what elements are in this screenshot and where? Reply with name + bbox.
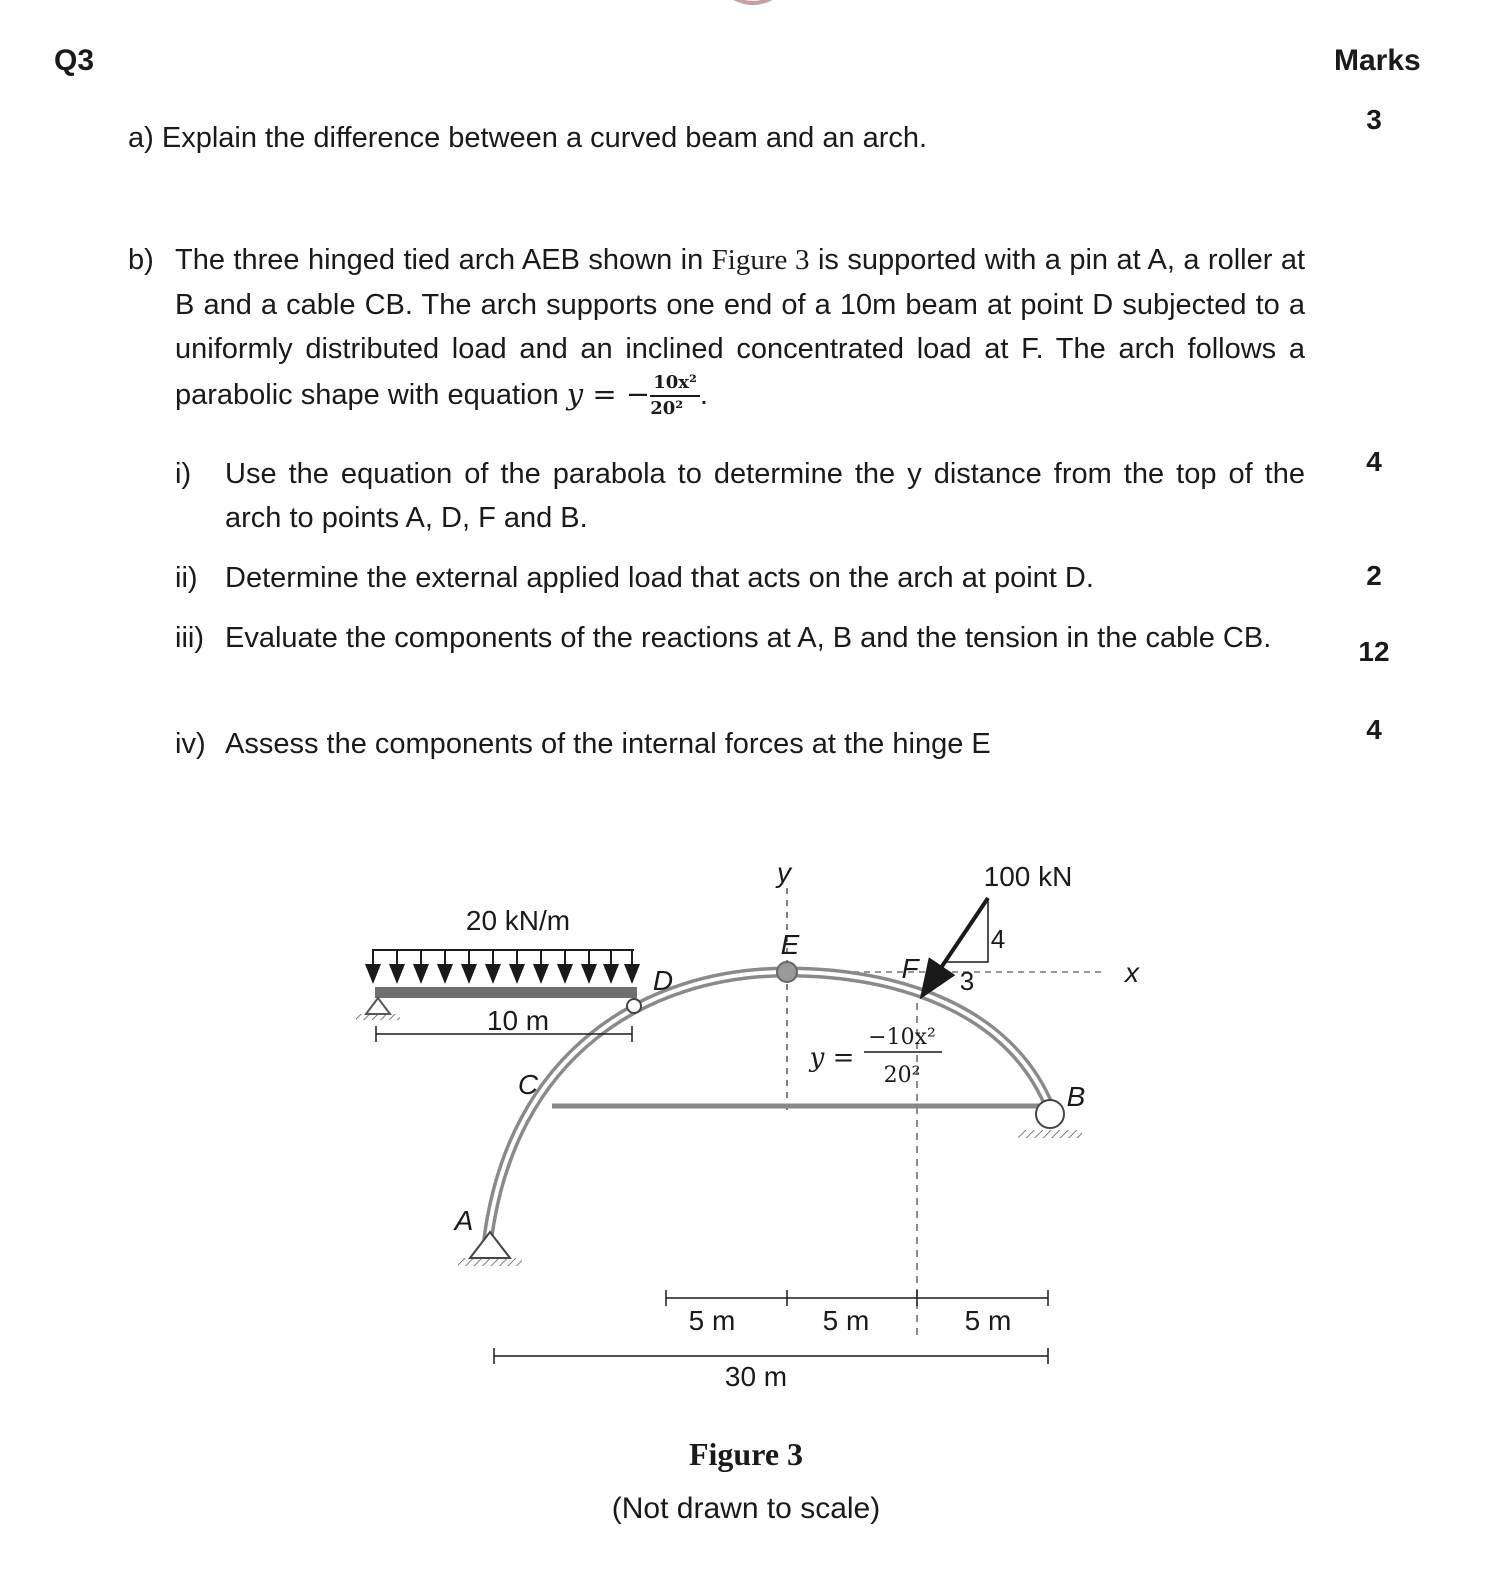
- subpart-label: ii): [175, 562, 198, 594]
- subpart-text: Use the equation of the parabola to determine the y distance from the top of the arch to points A, D, F and B.: [225, 458, 1305, 534]
- subpart-text: Determine the external applied load that acts on the arch at point D.: [225, 562, 1094, 594]
- label-d: D: [652, 965, 674, 996]
- part-a-text: Explain the difference between a curved beam and an arch.: [161, 122, 928, 154]
- question-number: Q3: [54, 44, 95, 77]
- figure-equation-denominator: 20²: [883, 1063, 921, 1088]
- marks-heading: Marks: [1334, 44, 1421, 77]
- equation-numerator: 10x²: [650, 373, 700, 397]
- dim-label-2: 5 m: [822, 1305, 870, 1336]
- parabola-equation-lhs: y = −: [566, 376, 651, 411]
- udl-label: 20 kN/m: [465, 905, 571, 936]
- pin-support-a: [458, 1232, 522, 1266]
- hinge-e: [777, 962, 797, 982]
- equation-end: .: [699, 378, 708, 411]
- y-axis-label: y: [777, 857, 791, 888]
- beam-pin-support: [356, 998, 400, 1020]
- figure-reference: Figure 3: [711, 244, 810, 276]
- subpart-ii-marks: 2: [1366, 560, 1382, 591]
- beam: [375, 987, 637, 998]
- subpart-text: Assess the components of the internal forces at the hinge E: [225, 728, 991, 760]
- beam-length-label: 10 m: [486, 1005, 550, 1036]
- label-b: B: [1066, 1081, 1086, 1112]
- part-a-marks: 3: [1366, 104, 1382, 135]
- part-b-body: is supported with a pin at A, a roller at B and a cable CB. The arch supports one end of a 10m beam at point D subjected to a uniformly distributed load and an inclined concentrated load at F. The arch follows a parabolic shape with equation: [175, 244, 1306, 411]
- part-a: [128, 116, 927, 160]
- dim-label-total: 30 m: [724, 1361, 788, 1392]
- part-b-line1: The three hinged tied arch AEB shown in: [175, 244, 712, 276]
- udl-arrows: [372, 950, 634, 982]
- label-a: A: [454, 1205, 474, 1236]
- part-b-label: b): [128, 244, 154, 276]
- slope-rise-label: 4: [990, 924, 1006, 954]
- point-load-label: 100 kN: [983, 861, 1073, 892]
- x-axis-label: x: [1125, 957, 1139, 988]
- dim-label-1: 5 m: [688, 1305, 736, 1336]
- dim-label-3: 5 m: [964, 1305, 1012, 1336]
- subpart-text: Evaluate the components of the reactions at A, B and the tension in the cable CB.: [225, 622, 1272, 654]
- point-load-arrow: [922, 898, 988, 996]
- label-e: E: [780, 929, 800, 960]
- figure-equation-lhs: y =: [809, 1043, 855, 1073]
- label-c: C: [517, 1069, 539, 1100]
- subpart-label: iv): [175, 728, 206, 760]
- figure-equation-numerator: −10x²: [868, 1025, 936, 1050]
- subpart-i-marks: 4: [1366, 446, 1382, 477]
- figure-caption: Figure 3: [688, 1436, 804, 1472]
- roller-d: [627, 999, 641, 1013]
- subpart-iv-marks: 4: [1366, 714, 1382, 745]
- slope-run-label: 3: [959, 966, 975, 996]
- arch-figure: [0, 840, 1492, 1420]
- subpart-label: iii): [175, 622, 204, 654]
- university-logo: [718, 0, 788, 21]
- subpart-label: i): [175, 458, 192, 490]
- part-a-label: a): [128, 122, 154, 154]
- subpart-iii-marks: 12: [1358, 636, 1390, 667]
- equation-denominator: 20²: [650, 397, 684, 419]
- figure-note: (Not drawn to scale): [611, 1492, 881, 1525]
- part-b-text: [175, 238, 1305, 419]
- parabola-equation-fraction: [650, 373, 700, 419]
- label-f: F: [901, 953, 919, 984]
